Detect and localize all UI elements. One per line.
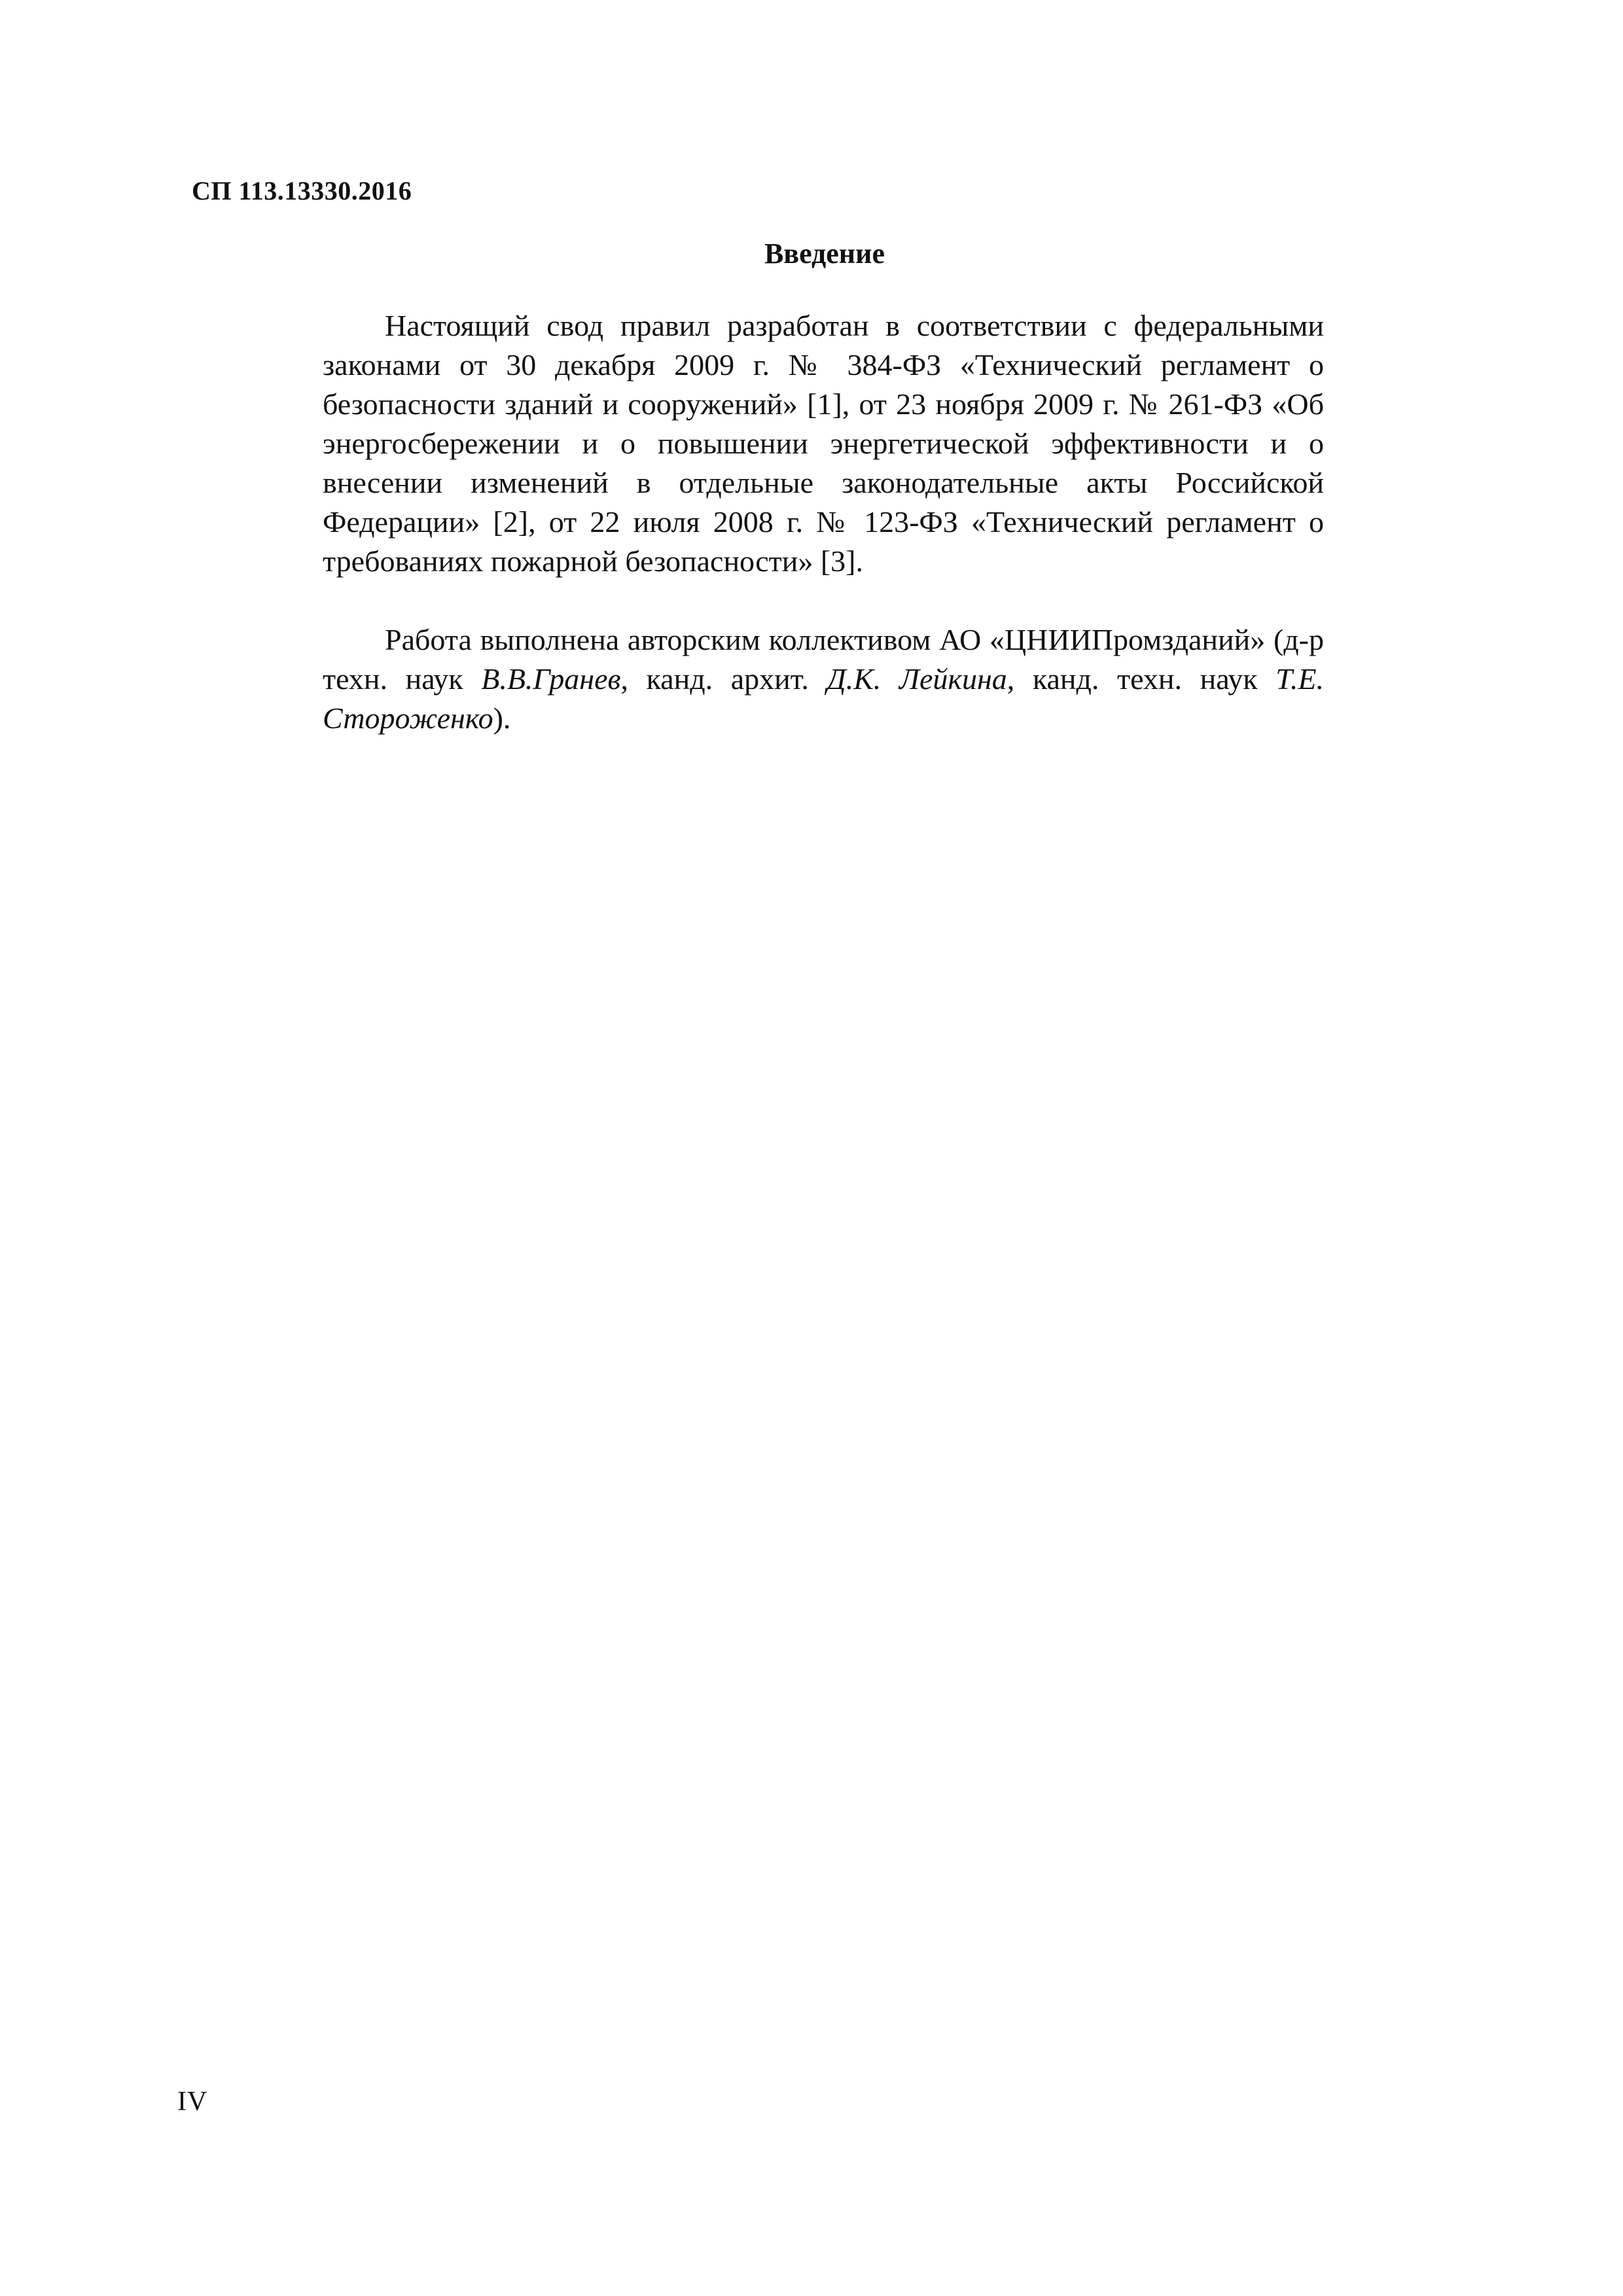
paragraph-intro: Настоящий свод правил разработан в соответствии с федеральными законами от 30 декабря 2009 г. № 384-ФЗ «Технический регламент о безопасности зданий и сооружений» [1], от 23 ноября 2009 г. № 261-ФЗ «Об энергосбережении и о повышении энергетической эффективности и о внесении изменений в отдельные законодательные акты Российской Федерации» [2], от 22 июля 2008 г. № 123-ФЗ «Технический регламент о требованиях пожарной безопасности» [3]. — [323, 309, 1324, 578]
authors-text-1: Работа выполнена авторским коллективом АО «ЦНИИПромзданий» (д-р техн. наук — [323, 623, 1324, 696]
document-code: СП 113.13330.2016 — [192, 176, 412, 205]
author-name-1: В.В.Гранев — [481, 662, 621, 696]
page-number: IV — [177, 2087, 208, 2117]
author-name-2: Д.К. Лейкина — [827, 662, 1007, 696]
authors-text-2: , канд. архит. — [620, 662, 827, 696]
authors-text-3: , канд. техн. наук — [1007, 662, 1276, 696]
body-text — [323, 306, 1324, 738]
section-title: Введение — [764, 238, 885, 270]
author-name-3: Т.Е. Стороженко — [323, 662, 1325, 735]
paragraph-authors — [323, 620, 1324, 738]
authors-text-4: ). — [493, 701, 511, 735]
